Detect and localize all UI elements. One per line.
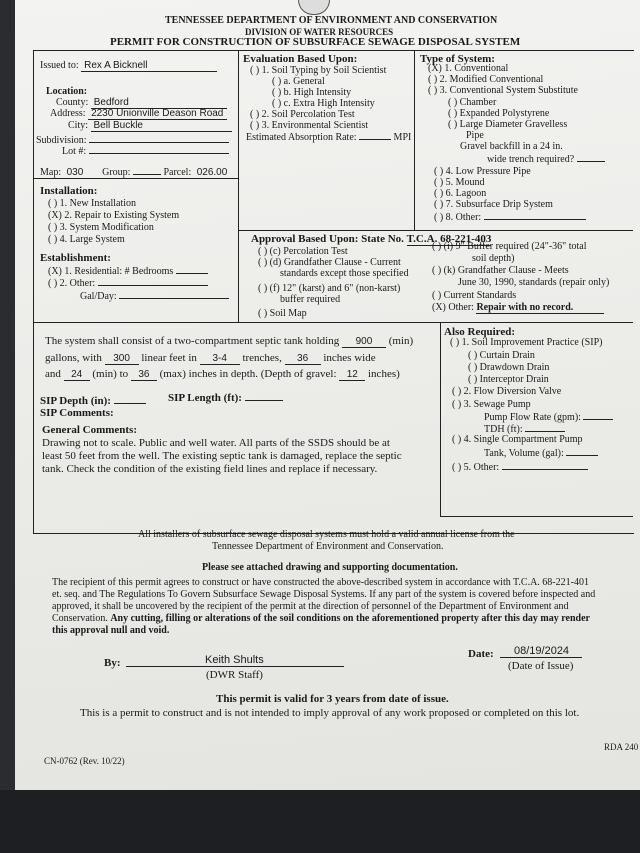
type-backfill-line2: wide trench required?	[487, 152, 605, 165]
install-option-repair: (X) 2. Repair to Existing System	[48, 210, 180, 221]
eval-perc: ( ) 2. Soil Percolation Test	[250, 109, 355, 120]
also-flow: ( ) 2. Flow Diversion Valve	[452, 386, 562, 397]
staff-caption: (DWR Staff)	[206, 669, 263, 681]
approval-heading: Approval Based Upon: State No. T.C.A. 68-221-403	[251, 233, 492, 245]
establishment-heading: Establishment:	[40, 252, 111, 264]
spec-line-1: The system shall consist of a two-compartment septic tank holding 900 (min)	[45, 335, 414, 347]
divider	[440, 516, 633, 517]
issued-to-row: Issued to: Rex A Bicknell	[40, 60, 217, 72]
license-line1: All installers of subsurface sewage disposal systems must hold a valid annual license from the	[138, 529, 515, 540]
general-comment-line1: Drawing not to scale. Public and well water. All parts of the SSDS should be at	[42, 437, 390, 449]
eval-extra: ( ) c. Extra High Intensity	[272, 98, 375, 109]
license-line2: Tennessee Department of Environment and Conservation.	[212, 541, 444, 552]
signature-line	[126, 666, 344, 667]
establishment-residential: (X) 1. Residential: # Bedrooms	[48, 264, 208, 277]
address-row: Address: 2230 Unionville Deason Road	[50, 108, 227, 120]
also-other: ( ) 5. Other:	[452, 460, 588, 473]
eval-rate: Estimated Absorption Rate: MPI	[246, 132, 412, 143]
approval-i-line2: soil depth)	[472, 253, 515, 264]
approval-k-line2: June 30, 1990, standards (repair only)	[458, 277, 610, 288]
approval-soil-map: ( ) Soil Map	[258, 308, 307, 319]
also-tdh: TDH (ft):	[484, 422, 565, 435]
address-value: 2230 Unionville Deason Road	[88, 108, 227, 120]
county-value: Bedford	[91, 97, 227, 109]
approval-tca: T.C.A. 68-221-403	[406, 233, 492, 245]
sip-comments: SIP Comments:	[40, 407, 114, 419]
general-comment-line2: least 50 feet from the well. The existing septic tank is damaged, replace the septic	[42, 450, 402, 462]
city-value: Bell Buckle	[91, 120, 232, 132]
type-modified: ( ) 2. Modified Conventional	[428, 74, 544, 85]
approval-f-line2: buffer required	[280, 294, 341, 305]
agreement-line1: The recipient of this permit agrees to construct or have constructed the above-described system in accordance with T.C.A. 68-221-401	[52, 577, 589, 588]
approval-k-line1: ( ) (k) Grandfather Clause - Meets	[432, 265, 569, 276]
lot-row: Lot #:	[62, 143, 229, 157]
divider	[238, 230, 239, 322]
approval-f-line1: ( ) (f) 12" (karst) and 6" (non-karst)	[258, 283, 401, 294]
establishment-galday: Gal/Day:	[80, 289, 229, 302]
type-pipe: Pipe	[466, 130, 484, 141]
spec-line-2: gallons, with 300 linear feet in 3-4 trenches, 36 inches wide	[45, 352, 376, 364]
also-interceptor: ( ) Interceptor Drain	[468, 374, 549, 385]
evaluation-heading: Evaluation Based Upon:	[243, 53, 358, 65]
eval-high: ( ) b. High Intensity	[272, 87, 352, 98]
also-pump-rate: Pump Flow Rate (gpm):	[484, 410, 613, 423]
location-heading: Location:	[46, 86, 88, 97]
installation-heading: Installation:	[40, 185, 98, 197]
trench-width: 36	[285, 353, 321, 365]
also-curtain: ( ) Curtain Drain	[468, 350, 535, 361]
type-substitute: ( ) 3. Conventional System Substitute	[428, 85, 578, 96]
divider	[440, 322, 441, 517]
divider	[414, 51, 415, 231]
approval-d-line1: ( ) (d) Grandfather Clause - Current	[258, 257, 401, 268]
validity-note: This permit is valid for 3 years from date of issue.	[216, 693, 449, 705]
agreement-line2: et. seq. and The Regulations To Govern Subsurface Sewage Disposal Systems. If any part of the system is covered before inspected and	[52, 589, 596, 600]
map-row: Map: 030 Group: Parcel: 026.00	[40, 165, 236, 179]
general-comment-line3: tank. Check the condition of the existing field lines and replace if necessary.	[42, 463, 378, 475]
type-conventional: (X) 1. Conventional	[428, 63, 509, 74]
type-backfill-line1: Gravel backfill in a 24 in.	[460, 141, 563, 152]
type-other: ( ) 8. Other:	[434, 210, 586, 223]
permit-title: PERMIT FOR CONSTRUCTION OF SUBSURFACE SEWAGE DISPOSAL SYSTEM	[110, 36, 521, 48]
type-drip: ( ) 7. Subsurface Drip System	[434, 199, 553, 210]
approval-d-line2: standards except those specified	[280, 268, 409, 279]
see-drawing-note: Please see attached drawing and supporting documentation.	[202, 562, 458, 573]
sip-depth: SIP Depth (in):	[40, 394, 146, 407]
type-mound: ( ) 5. Mound	[434, 177, 485, 188]
approval-c: ( ) (c) Percolation Test	[258, 246, 348, 257]
date-caption: (Date of Issue)	[508, 660, 574, 672]
divider	[238, 230, 633, 231]
city-row: City: Bell Buckle	[68, 120, 232, 132]
parcel-value: 026.00	[194, 167, 236, 179]
background-surface	[0, 790, 640, 853]
eval-general: ( ) a. General	[272, 76, 325, 87]
type-chamber: ( ) Chamber	[448, 97, 497, 108]
eval-env: ( ) 3. Environmental Scientist	[250, 120, 369, 131]
division-name: DIVISION OF WATER RESOURCES	[245, 27, 394, 37]
construct-note: This is a permit to construct and is not intended to imply approval of any work proposed or completed on this lot.	[80, 707, 580, 719]
agreement-line3: approved, it shall be uncovered by the recipient of the permit at the direction of personnel of the Department of Environment and	[52, 601, 569, 612]
approval-other-value: Repair with no record.	[476, 302, 604, 314]
spec-line-3: and 24 (min) to 36 (max) inches in depth. (Depth of gravel: 12 inches)	[45, 368, 400, 380]
divider	[238, 51, 239, 231]
system-type-heading: Type of System:	[420, 53, 495, 65]
also-required-heading: Also Required:	[444, 326, 515, 338]
sip-length: SIP Length (ft):	[168, 391, 283, 404]
also-sip: ( ) 1. Soil Improvement Practice (SIP)	[450, 337, 603, 348]
type-lagoon: ( ) 6. Lagoon	[434, 188, 487, 199]
approval-current: ( ) Current Standards	[432, 290, 517, 301]
gravel-depth: 12	[339, 369, 365, 381]
general-comments-heading: General Comments:	[42, 424, 138, 436]
divider	[34, 322, 633, 323]
agency-name: TENNESSEE DEPARTMENT OF ENVIRONMENT AND CONSERVATION	[165, 15, 498, 26]
form-number: CN-0762 (Rev. 10/22)	[44, 756, 125, 766]
install-option-large: ( ) 4. Large System	[48, 234, 125, 245]
also-single-line2: Tank, Volume (gal):	[484, 446, 598, 459]
tank-capacity: 900	[342, 336, 386, 348]
max-depth: 36	[131, 369, 157, 381]
signer-name: Keith Shults	[205, 654, 264, 666]
rda-code: RDA 240	[604, 742, 639, 752]
type-polystyrene: ( ) Expanded Polystyrene	[448, 108, 550, 119]
county-row: County: Bedford	[56, 97, 227, 109]
install-option-new: ( ) 1. New Installation	[48, 198, 137, 209]
eval-soil-typing: ( ) 1. Soil Typing by Soil Scientist	[250, 65, 387, 76]
also-single-line1: ( ) 4. Single Compartment Pump	[452, 434, 583, 445]
type-low-pressure: ( ) 4. Low Pressure Pipe	[434, 166, 531, 177]
also-drawdown: ( ) Drawdown Drain	[468, 362, 550, 373]
trench-count: 3-4	[200, 353, 240, 365]
also-pump: ( ) 3. Sewage Pump	[452, 399, 531, 410]
date-label: Date:	[468, 648, 494, 660]
by-label: By:	[104, 657, 121, 669]
establishment-other: ( ) 2. Other:	[48, 276, 208, 289]
date-line	[500, 657, 582, 658]
linear-feet: 300	[105, 353, 139, 365]
min-depth: 24	[64, 369, 90, 381]
issue-date: 08/19/2024	[514, 645, 570, 657]
approval-other: (X) Other: Repair with no record.	[432, 302, 604, 314]
agreement-line4: Conservation. Any cutting, filling or alterations of the soil conditions on the aforementioned property after this day may render	[52, 613, 590, 624]
install-option-modification: ( ) 3. System Modification	[48, 222, 154, 233]
type-gravelless: ( ) Large Diameter Gravelless	[448, 119, 568, 130]
agreement-line5: this approval null and void.	[52, 625, 170, 636]
approval-i-line1: ( ) (i) 9" Buffer required (24"-36" total	[432, 241, 587, 252]
issued-to-value: Rex A Bicknell	[81, 60, 217, 72]
subdivision-row: Subdivision:	[36, 132, 229, 146]
map-value: 030	[64, 167, 100, 179]
